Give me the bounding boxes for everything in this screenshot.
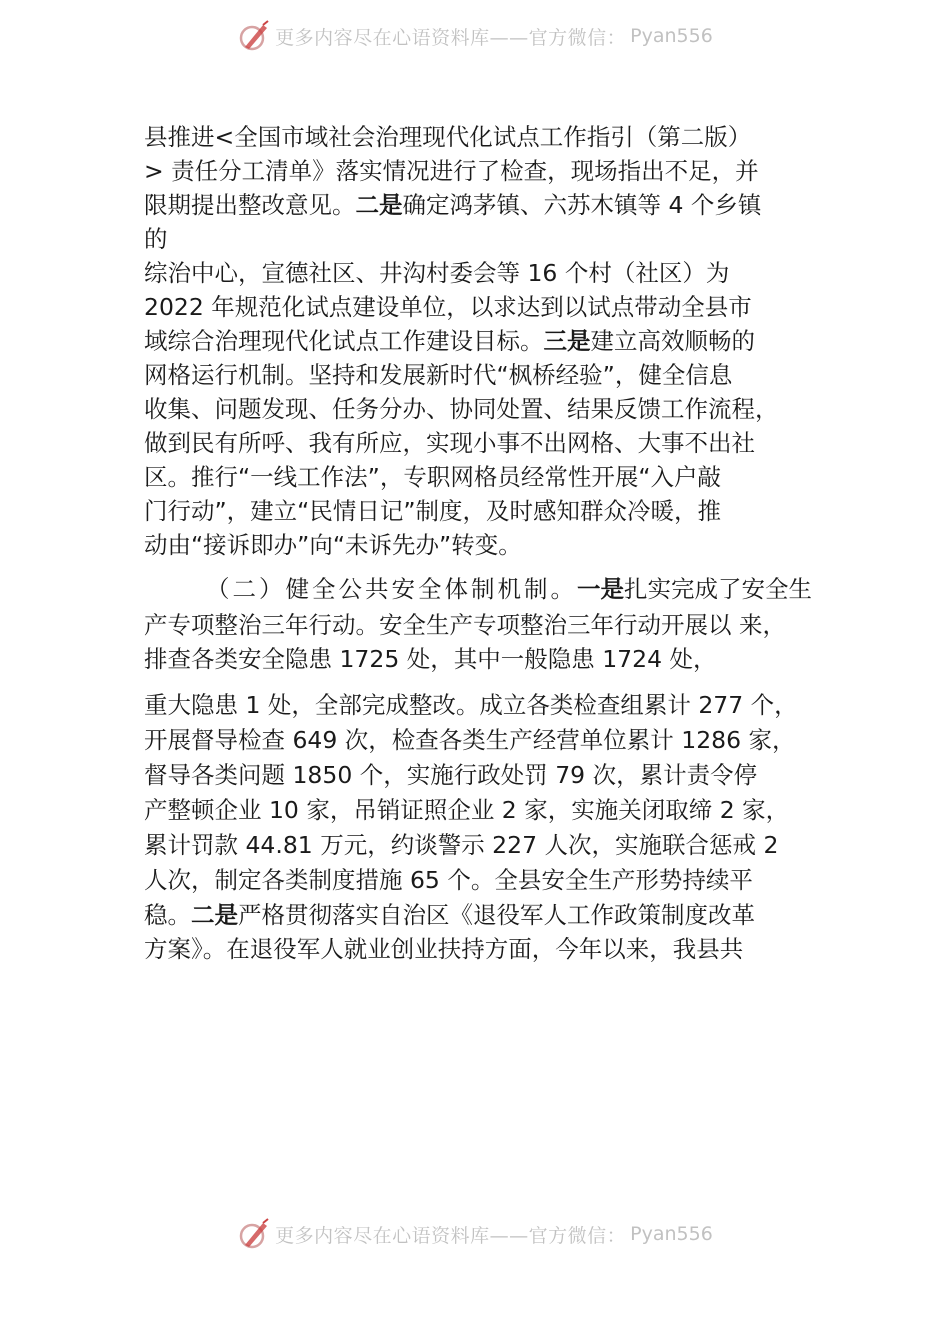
watermark-wechat-id: Pyan556 (630, 1223, 713, 1245)
text-line: 综治中心，宣德社区、井沟村委会等 16 个村（社区）为 (144, 259, 730, 287)
text-line: 限期提出整改意见。二是确定鸿茅镇、六苏木镇等 4 个乡镇 (144, 191, 762, 219)
text-line: 的 (144, 225, 168, 253)
section-heading: （二）健全公共安全体制机制。 (206, 575, 577, 603)
text-line: 产整顿企业 10 家，吊销证照企业 2 家，实施关闭取缔 2 家， (144, 796, 790, 824)
text-line: 门行动”，建立“民情日记”制度，及时感知群众冷暖，推 (144, 497, 722, 525)
text-line: 动由“接诉即办”向“未诉先办”转变。 (144, 531, 522, 559)
watermark-footer (0, 1214, 950, 1254)
text-line: 收集、问题发现、任务分办、协同处置、结果反馈工作流程， (144, 395, 779, 423)
text-line: 区。推行“一线工作法”，专职网格员经常性开展“入户敲 (144, 463, 722, 491)
bold-marker: 一是 (577, 575, 624, 603)
text-line: 县推进<全国市域社会治理现代化试点工作指引（第二版） (144, 123, 752, 151)
bold-marker: 二是 (355, 191, 403, 219)
text-line: 稳。二是严格贯彻落实自治区《退役军人工作政策制度改革 (144, 901, 755, 929)
watermark-header (0, 16, 950, 56)
section-heading-line: （二）健全公共安全体制机制。一是扎实完成了安全生 (206, 575, 812, 603)
quill-pen-logo-icon (237, 19, 271, 53)
text-line: 做到民有所呼、我有所应，实现小事不出网格、大事不出社 (144, 429, 755, 457)
text-line: 督导各类问题 1850 个，实施行政处罚 79 次，累计责令停 (144, 761, 758, 789)
text-line: 产专项整治三年行动。安全生产专项整治三年行动开展以 来， (144, 611, 786, 639)
watermark-wechat-id: Pyan556 (630, 25, 713, 47)
text-line: 域综合治理现代化试点工作建设目标。三是建立高效顺畅的 (144, 327, 755, 355)
text-line: 开展督导检查 649 次，检查各类生产经营单位累计 1286 家， (144, 726, 796, 754)
text-line: 人次，制定各类制度措施 65 个。全县安全生产形势持续平 (144, 866, 753, 894)
text-line: 累计罚款 44.81 万元，约谈警示 227 人次，实施联合惩戒 2 (144, 831, 779, 859)
watermark-text: 更多内容尽在心语资料库——官方微信： (275, 1224, 627, 1247)
text-line: 方案》。在退役军人就业创业扶持方面，今年以来，我县共 (144, 935, 744, 963)
bold-marker: 二是 (191, 901, 238, 929)
quill-pen-logo-icon (237, 1217, 271, 1251)
text-line: 重大隐患 1 处，全部完成整改。成立各类检查组累计 277 个， (144, 691, 798, 719)
text-line: 排查各类安全隐患 1725 处，其中一般隐患 1724 处， (144, 645, 717, 673)
text-line: > 责任分工清单》落实情况进行了检查，现场指出不足，并 (144, 157, 759, 185)
bold-marker: 三是 (543, 327, 591, 355)
text-line: 网格运行机制。坚持和发展新时代“枫桥经验”，健全信息 (144, 361, 733, 389)
watermark-text: 更多内容尽在心语资料库——官方微信： (275, 26, 627, 49)
text-line: 2022 年规范化试点建设单位，以求达到以试点带动全县市 (144, 293, 752, 321)
